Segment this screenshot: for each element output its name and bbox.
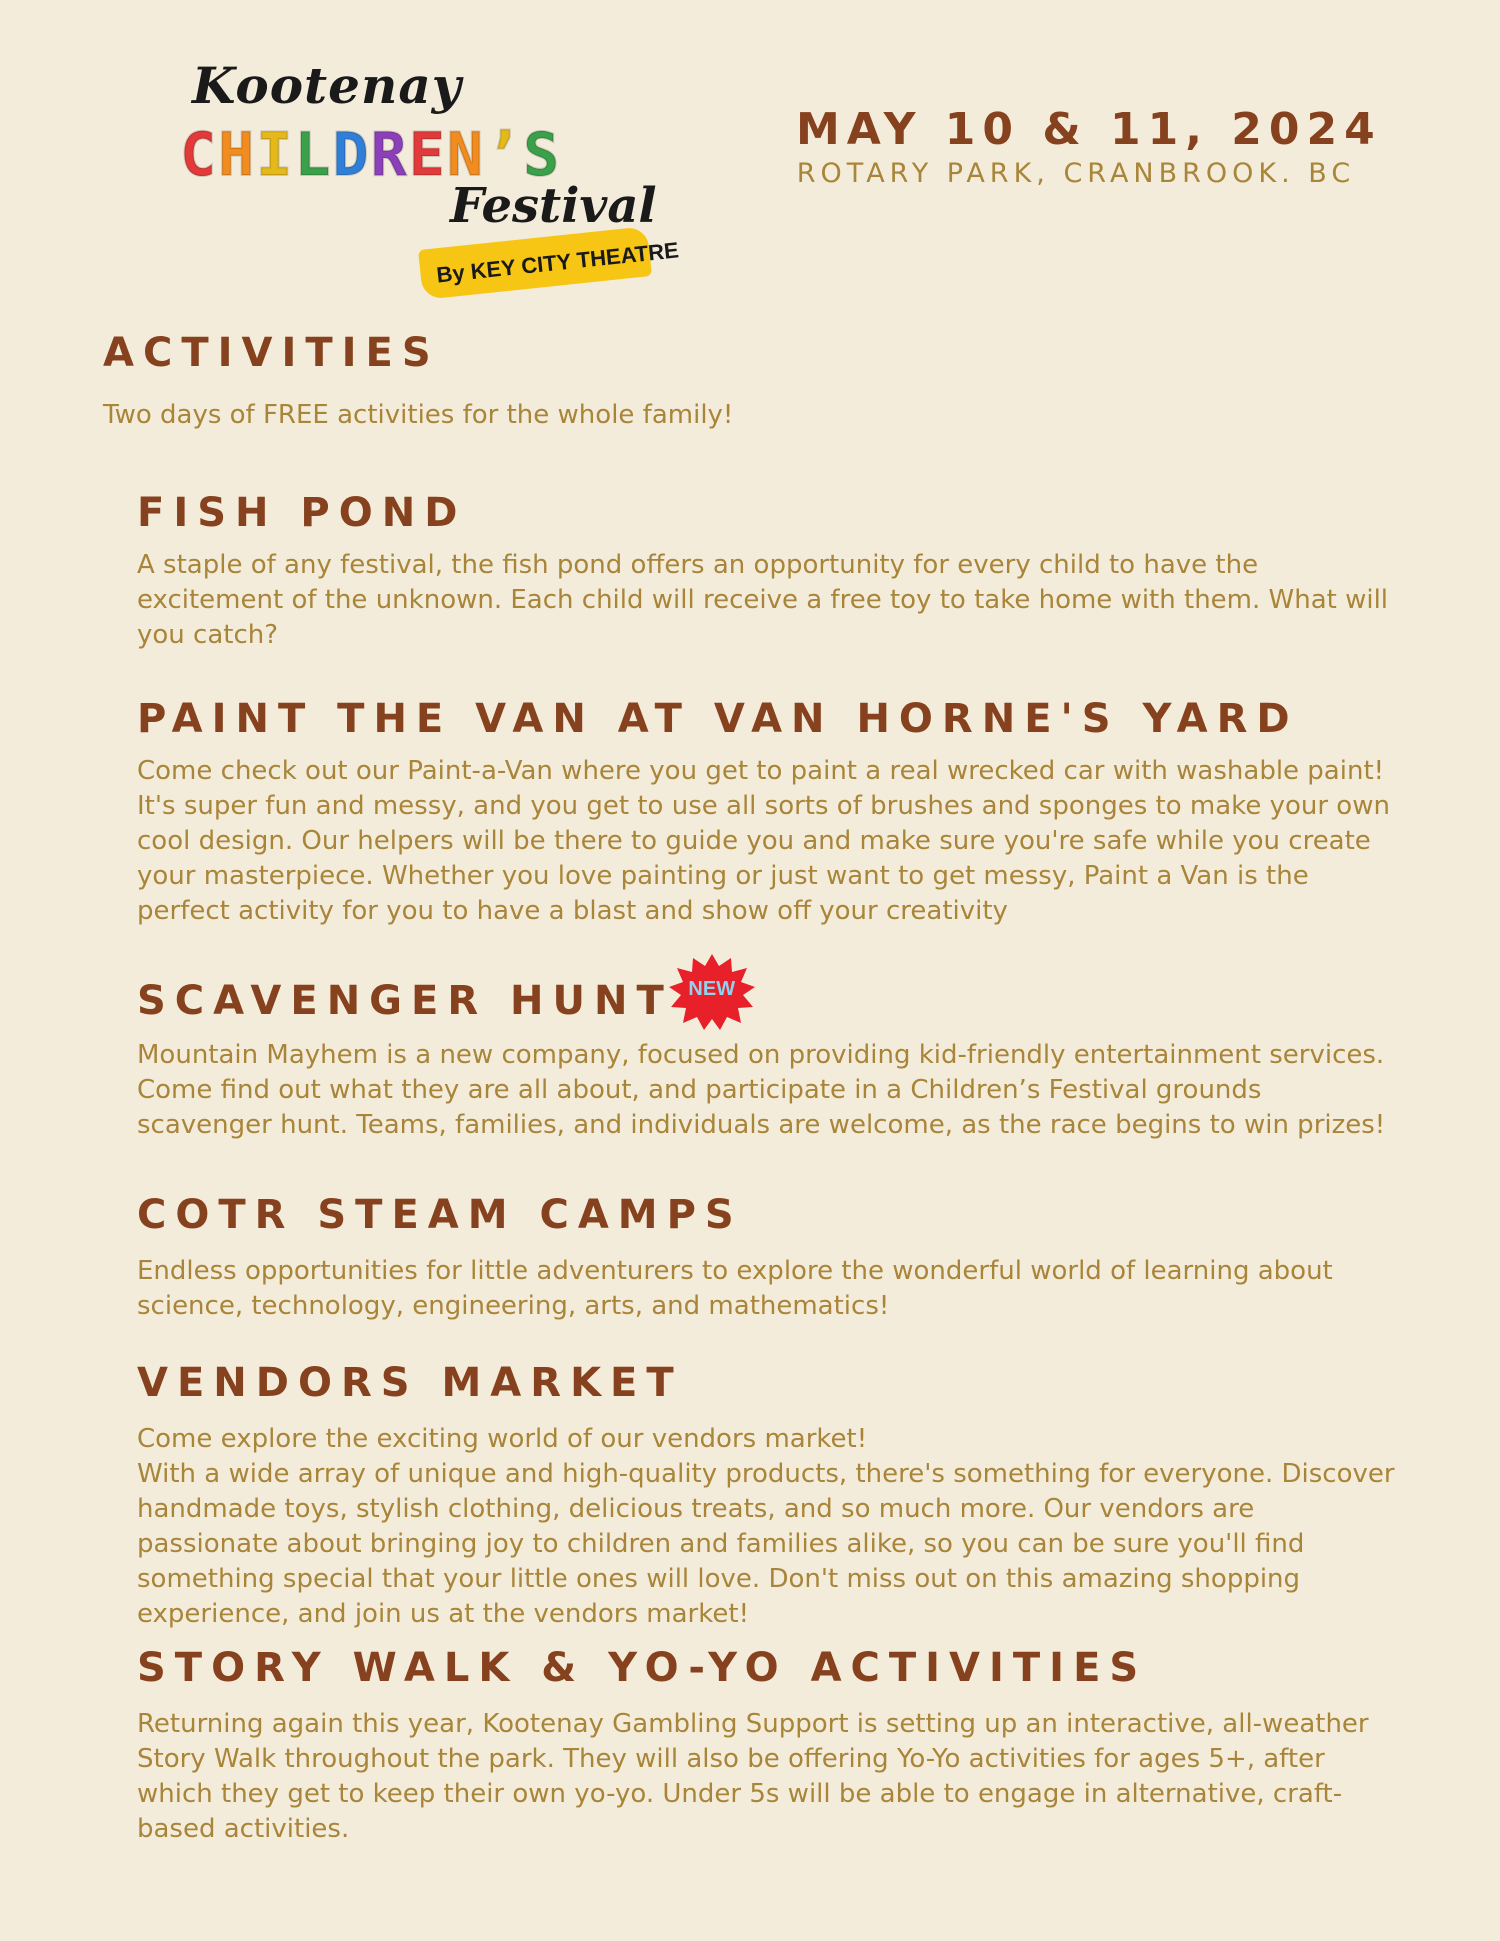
section-title: PAINT THE VAN AT VAN HORNE'S YARD [137,696,1299,742]
logo-letter: ’ [485,120,524,190]
logo-letter: R [370,120,409,190]
logo-kootenay-text: Kootenay [192,56,462,115]
section-body: Endless opportunities for little adventurers to explore the wonderful world of learning about science, technology, engineering, arts, and mathematics! [137,1256,1333,1321]
section-vendors-market [137,1360,1397,1632]
section-fish-pond [137,490,1397,653]
event-date: MAY 10 & 11, 2024 [796,104,1382,155]
event-location: ROTARY PARK, CRANBROOK. BC [796,158,1356,189]
section-title: COTR STEAM CAMPS [137,1192,743,1238]
section-body: With a wide array of unique and high-quality products, there's something for everyone. Discover handmade toys, stylish clothing, delicious treats, and so much more. Our vendors are passionate about bringing joy to children and families alike, so you can be sure you'll find something special that your little ones will love. Don't miss out on this amazing shopping experience, and join us at the vendors market! [137,1459,1395,1629]
section-paint-the-van [137,696,1397,929]
section-body-line: Come explore the exciting world of our vendors market! [137,1424,868,1454]
section-title: VENDORS MARKET [137,1360,683,1406]
logo-letter: I [256,120,295,190]
page-title: ACTIVITIES [103,330,440,376]
section-body: A staple of any festival, the fish pond offers an opportunity for every child to have the excitement of the unknown. Each child will receive a free toy to take home with them. What will you catch? [137,550,1389,650]
page-intro: Two days of FREE activities for the whole family! [103,400,734,430]
section-body: Returning again this year, Kootenay Gambling Support is setting up an interactive, all-weather Story Walk throughout the park. They will also be offering Yo-Yo activities for ages 5+, after which they get to keep their own yo-yo. Under 5s will be able to engage in alternative, craft-based activities. [137,1709,1369,1844]
section-story-walk [137,1645,1397,1847]
new-badge [667,952,757,1032]
section-body: Mountain Mayhem is a new company, focused on providing kid-friendly entertainment services. Come find out what they are all about, and participate in a Children’s Festival grounds scavenger hunt. Teams, families, and individuals are welcome, as the race begins to win prizes! [137,1040,1386,1140]
section-cotr-steam-camps [137,1192,1397,1324]
section-title-row [137,970,1397,1032]
section-body: Come check out our Paint-a-Van where you get to paint a real wrecked car with washable paint! It's super fun and messy, and you get to use all sorts of brushes and sponges to make your own cool design. Our helpers will be there to guide you and make sure you're safe while you create your masterpiece. Whether you love painting or just want to get messy, Paint a Van is the perfect activity for you to have a blast and show off your creativity [137,756,1390,926]
logo-letter: C [180,120,219,190]
logo-letter: S [523,120,562,190]
logo-letter: N [446,120,485,190]
logo-byline: By KEY CITY THEATRE [435,237,680,288]
logo-letter: H [218,120,257,190]
section-title: FISH POND [137,490,467,536]
section-scavenger-hunt [137,970,1397,1143]
logo-letter: E [408,120,447,190]
logo-letter: L [294,120,333,190]
logo-festival-text: Festival [450,178,657,234]
new-badge-label: NEW [688,978,736,1000]
logo-letter: D [332,120,371,190]
festival-logo [180,50,680,300]
section-title: STORY WALK & YO-YO ACTIVITIES [137,1645,1148,1691]
section-title: SCAVENGER HUNT [137,978,673,1024]
